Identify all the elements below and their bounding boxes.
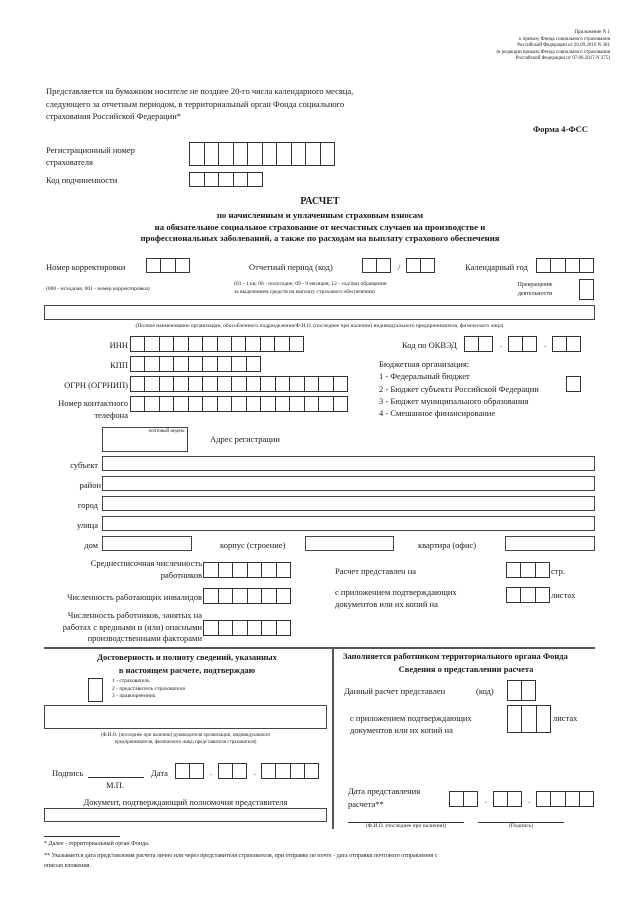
subject-field[interactable]: [102, 456, 595, 471]
input-cell[interactable]: [537, 706, 550, 732]
input-cell[interactable]: [479, 337, 492, 351]
street-field[interactable]: [102, 516, 595, 531]
input-cell[interactable]: [246, 337, 260, 351]
label-line: Среднесписочная численность: [90, 558, 202, 568]
fund-sign-hint: (Подпись): [509, 823, 533, 829]
date-separator: .: [254, 768, 256, 777]
label-line: документов или их копий на: [335, 598, 438, 609]
pages-label: Расчет представлен на: [335, 566, 417, 576]
input-cell[interactable]: [189, 397, 203, 411]
hint-line: (Ф.И.О. (последнее при наличии) руководителя организации, индивидуального: [100, 733, 271, 738]
apartment-label: квартира (офис): [418, 540, 477, 550]
input-cell[interactable]: [276, 397, 290, 411]
date-separator: .: [485, 796, 487, 805]
input-cell[interactable]: [277, 589, 291, 603]
input-cell[interactable]: [465, 337, 479, 351]
postal-index-label: почтовый индекс: [148, 429, 185, 434]
appendix-line: Российской Федерации от 26.09.2016 N 381: [517, 43, 610, 48]
stamp-label: М.П.: [106, 780, 124, 790]
input-cell[interactable]: [464, 792, 477, 806]
appendix-line: Российской Федерации от 07.06.2017 N 275): [515, 56, 610, 61]
label-line: с приложением подтверждающих: [335, 587, 457, 597]
submission-line: Представляется на бумажном носителе не позднее 20-го числа календарного месяца,: [46, 86, 354, 96]
signature-label: Подпись: [52, 768, 84, 778]
label-line: документов или их копий на: [350, 725, 453, 735]
submission-line: страхования Российской Федерации*: [46, 111, 182, 121]
city-field[interactable]: [102, 496, 595, 511]
okved-cells-1[interactable]: [464, 336, 493, 352]
input-cell[interactable]: [203, 337, 217, 351]
input-cell[interactable]: [537, 792, 551, 806]
reg-number-label: [46, 144, 135, 168]
input-cell[interactable]: [204, 589, 219, 603]
appendix-note: [350, 30, 610, 63]
input-cell[interactable]: [261, 377, 275, 391]
input-cell[interactable]: [551, 792, 565, 806]
appendix-line: к приказу Фонда социального страхования: [519, 36, 610, 42]
input-cell[interactable]: [553, 337, 567, 351]
input-cell[interactable]: [131, 377, 145, 391]
fund-attach-label: [350, 712, 472, 736]
input-cell[interactable]: [262, 764, 276, 778]
footnote: ** Указывается дата представления расчета лично или через представителя страхователя, при отправке по почте - дата отправки почтового отправления с: [44, 853, 438, 859]
input-cell[interactable]: [262, 563, 277, 577]
submission-note: [46, 85, 466, 123]
input-cell[interactable]: [218, 357, 232, 371]
confirm-role-cell[interactable]: [88, 678, 103, 702]
input-cell[interactable]: [507, 563, 521, 577]
termination-cell[interactable]: [579, 279, 594, 300]
inn-cells[interactable]: [130, 336, 304, 352]
ogrn-label: ОГРН (ОГРНИП): [64, 380, 128, 390]
fund-code-cells[interactable]: [507, 680, 536, 701]
input-cell[interactable]: [319, 397, 333, 411]
disabled-employees-label: Численность работающих инвалидов: [66, 592, 202, 602]
input-cell[interactable]: [161, 259, 175, 272]
input-cell[interactable]: [232, 377, 246, 391]
date-separator: .: [210, 768, 212, 777]
input-cell[interactable]: [263, 143, 278, 165]
confirm-title: [44, 651, 330, 677]
input-cell[interactable]: [189, 337, 203, 351]
input-cell[interactable]: [262, 621, 277, 635]
input-cell[interactable]: [363, 259, 377, 272]
attach-unit: листах: [551, 590, 576, 600]
input-cell[interactable]: [160, 337, 174, 351]
fund-subtitle: Сведения о представлении расчета: [398, 664, 534, 674]
input-cell[interactable]: [275, 337, 289, 351]
input-cell[interactable]: [421, 259, 434, 272]
input-cell[interactable]: [580, 259, 593, 272]
input-cell[interactable]: [334, 397, 347, 411]
input-cell[interactable]: [567, 337, 580, 351]
fund-code-label: (код): [476, 686, 494, 696]
budget-option: 4 - Смешанное финансирование: [379, 408, 496, 419]
input-cell[interactable]: [219, 589, 234, 603]
period-label: Отчетный период (код): [249, 262, 333, 272]
role-option: 3 - правопреемник: [112, 693, 156, 699]
input-cell[interactable]: [536, 563, 549, 577]
input-cell[interactable]: [174, 337, 188, 351]
input-cell[interactable]: [248, 563, 263, 577]
confirm-date-year-cells[interactable]: [261, 763, 319, 779]
phone-cells[interactable]: [130, 396, 348, 412]
inn-label: ИНН: [109, 340, 128, 350]
okved-separator: .: [544, 340, 546, 349]
appendix-line: Приложение N 1: [574, 30, 610, 35]
label-line: с приложением подтверждающих: [350, 713, 472, 723]
input-cell[interactable]: [319, 377, 333, 391]
input-cell[interactable]: [203, 357, 217, 371]
input-cell[interactable]: [190, 173, 205, 186]
organization-name-hint: (Полное наименование организации, обособленного подразделения/Ф.И.О. (последнее при наличии) индивидуального предпринимателя, физического лица): [135, 323, 504, 329]
input-cell[interactable]: [232, 397, 246, 411]
input-cell[interactable]: [261, 397, 275, 411]
input-cell[interactable]: [219, 621, 234, 635]
input-cell[interactable]: [334, 377, 347, 391]
confirm-role-options: [112, 678, 185, 701]
footnote: * Далее - территориальный орган Фонда.: [44, 841, 150, 847]
form-subtitle: [20, 210, 620, 245]
input-cell[interactable]: [218, 337, 232, 351]
input-cell[interactable]: [219, 764, 233, 778]
hint-line: за выделением средств на выплату страхового обеспечения): [234, 288, 375, 295]
street-label: улица: [77, 520, 98, 530]
input-cell[interactable]: [522, 706, 536, 732]
input-cell[interactable]: [234, 143, 249, 165]
input-cell[interactable]: [276, 764, 290, 778]
period-separator: /: [398, 262, 401, 272]
attach-label: [335, 587, 457, 610]
budget-option: 2 - Бюджет субъекта Российской Федерации: [379, 383, 539, 394]
input-cell[interactable]: [291, 764, 305, 778]
input-cell[interactable]: [219, 563, 234, 577]
confirm-fio-hint: [44, 733, 327, 746]
input-cell[interactable]: [248, 589, 263, 603]
input-cell[interactable]: [521, 563, 535, 577]
input-cell[interactable]: [160, 397, 174, 411]
label-line: страхователя: [46, 157, 93, 167]
input-cell[interactable]: [174, 357, 188, 371]
input-cell[interactable]: [131, 357, 145, 371]
subordination-cells[interactable]: [189, 172, 263, 187]
year-label: Календарный год: [465, 262, 528, 272]
input-cell[interactable]: [205, 143, 220, 165]
input-cell[interactable]: [145, 337, 159, 351]
input-cell[interactable]: [290, 337, 303, 351]
confirm-fio-field[interactable]: [44, 705, 327, 729]
input-cell[interactable]: [566, 259, 580, 272]
subtitle-line: профессиональных заболеваний, а также по расходам на выплату страхового обеспечения: [140, 233, 500, 243]
input-cell[interactable]: [232, 357, 246, 371]
input-cell[interactable]: [522, 681, 535, 700]
fund-date-label: [348, 785, 420, 810]
role-option: 1 - страхователь: [112, 678, 150, 684]
correction-cells[interactable]: [146, 258, 190, 273]
city-label: город: [77, 500, 98, 510]
authority-doc-label: Документ, подтверждающий полномочия представителя: [83, 797, 288, 807]
correction-hint: (000 - исходная, 001 - номер корректировки): [46, 286, 150, 292]
input-cell[interactable]: [494, 792, 508, 806]
label-line: деятельности: [517, 291, 553, 297]
title-line: в настоящем расчете, подтверждаю: [118, 665, 256, 675]
role-option: 2 - представитель страхователя: [112, 685, 185, 692]
footnotes: [44, 839, 604, 871]
avg-employees-label: [30, 558, 202, 581]
input-cell[interactable]: [89, 679, 102, 701]
input-cell[interactable]: [233, 621, 248, 635]
input-cell[interactable]: [290, 377, 304, 391]
input-cell[interactable]: [203, 377, 217, 391]
fund-attach-unit: листах: [553, 713, 578, 723]
hazard-employees-cells[interactable]: [203, 620, 291, 636]
hint-line: предпринимателя, физического лица, представителя страхователя): [114, 739, 257, 745]
reg-number-cells[interactable]: [189, 142, 335, 166]
input-cell[interactable]: [247, 377, 261, 391]
input-cell[interactable]: [508, 706, 522, 732]
input-cell[interactable]: [277, 143, 292, 165]
address-title: Адрес регистрации: [210, 434, 280, 444]
label-line: работах с вредными и (или) опасными: [62, 621, 202, 632]
label-line: телефона: [94, 410, 128, 420]
period-hint: [234, 281, 387, 296]
input-cell[interactable]: [145, 357, 159, 371]
input-cell[interactable]: [147, 259, 161, 272]
fund-date-year-cells[interactable]: [536, 791, 594, 807]
input-cell[interactable]: [305, 377, 319, 391]
pages-cells[interactable]: [506, 562, 550, 578]
budget-option: 1 - Федеральный бюджет: [379, 371, 470, 382]
footnote-divider: [44, 836, 120, 837]
organization-name-field[interactable]: [44, 305, 595, 320]
confirm-date-month-cells[interactable]: [218, 763, 247, 779]
input-cell[interactable]: [305, 397, 319, 411]
input-cell[interactable]: [176, 259, 189, 272]
input-cell[interactable]: [203, 397, 217, 411]
okved-cells-2[interactable]: [508, 336, 537, 352]
section-divider: [44, 647, 595, 649]
input-cell[interactable]: [377, 259, 390, 272]
input-cell[interactable]: [145, 377, 159, 391]
label-line: Номер контактного: [58, 398, 128, 408]
input-cell[interactable]: [305, 764, 318, 778]
district-field[interactable]: [102, 476, 595, 491]
input-cell[interactable]: [204, 621, 219, 635]
confirm-date-label: Дата: [151, 768, 168, 778]
input-cell[interactable]: [580, 280, 593, 299]
input-cell[interactable]: [219, 143, 234, 165]
subtitle-line: на обязательное социальное страхование от несчастных случаев на производстве и: [154, 221, 486, 232]
footnote: описью вложения.: [44, 863, 91, 869]
input-cell[interactable]: [261, 337, 275, 351]
avg-employees-cells[interactable]: [203, 562, 291, 578]
label-line: работников: [160, 569, 202, 580]
input-cell[interactable]: [174, 397, 188, 411]
input-cell[interactable]: [160, 377, 174, 391]
input-cell[interactable]: [551, 259, 565, 272]
input-cell[interactable]: [580, 792, 593, 806]
label-line: Дата представления: [348, 786, 421, 796]
input-cell[interactable]: [234, 173, 249, 186]
input-cell[interactable]: [566, 792, 580, 806]
authority-doc-field[interactable]: [44, 808, 327, 822]
label-line: Регистрационный номер: [46, 145, 135, 155]
input-cell[interactable]: [247, 357, 260, 371]
budget-code-cell[interactable]: [566, 376, 581, 392]
year-cells[interactable]: [536, 258, 594, 273]
title-line: Достоверность и полноту сведений, указанных: [97, 652, 277, 662]
input-cell[interactable]: [233, 589, 248, 603]
fund-date-day-cells[interactable]: [449, 791, 478, 807]
signature-line[interactable]: [88, 777, 144, 778]
confirm-date-day-cells[interactable]: [175, 763, 204, 779]
submission-line: следующего за отчетным периодом, в территориальный орган Фонда социального: [46, 98, 345, 109]
fund-submitted-label: Данный расчет представлен: [344, 686, 446, 696]
input-cell[interactable]: [233, 764, 246, 778]
fund-fio-hint: (Ф.И.О. (последнее при наличии)): [365, 823, 447, 829]
input-cell[interactable]: [219, 173, 234, 186]
budget-organization: [379, 358, 539, 419]
input-cell[interactable]: [174, 377, 188, 391]
input-cell[interactable]: [160, 357, 174, 371]
label-line: расчета**: [348, 798, 384, 809]
date-separator: .: [528, 796, 530, 805]
period-subcode-cells[interactable]: [406, 258, 435, 273]
period-cells[interactable]: [362, 258, 391, 273]
input-cell[interactable]: [537, 259, 551, 272]
input-cell[interactable]: [277, 563, 291, 577]
input-cell[interactable]: [450, 792, 464, 806]
input-cell[interactable]: [567, 377, 580, 391]
fund-attach-cells[interactable]: [507, 705, 551, 733]
okved-label: Код по ОКВЭД: [402, 340, 457, 350]
input-cell[interactable]: [407, 259, 421, 272]
input-cell[interactable]: [508, 681, 522, 700]
appendix-line: (в редакции приказа Фонда социального страхования: [496, 49, 610, 55]
input-cell[interactable]: [290, 397, 304, 411]
input-cell[interactable]: [176, 764, 190, 778]
input-cell[interactable]: [204, 563, 219, 577]
input-cell[interactable]: [292, 143, 307, 165]
fund-date-month-cells[interactable]: [493, 791, 522, 807]
kpp-label: КПП: [110, 360, 128, 370]
hazard-employees-label: [20, 610, 202, 645]
input-cell[interactable]: [247, 397, 261, 411]
input-cell[interactable]: [131, 337, 145, 351]
input-cell[interactable]: [205, 173, 220, 186]
input-cell[interactable]: [218, 377, 232, 391]
input-cell[interactable]: [145, 397, 159, 411]
input-cell[interactable]: [248, 143, 263, 165]
attach-cells[interactable]: [506, 587, 550, 603]
column-divider: [332, 647, 334, 829]
form-name: Форма 4-ФСС: [533, 124, 588, 134]
input-cell[interactable]: [276, 377, 290, 391]
budget-option: 3 - Бюджет муниципального образования: [379, 395, 529, 406]
label-line: Прекращение: [517, 282, 553, 288]
subtitle-line: по начисленным и уплаченным страховым взносам: [216, 210, 424, 220]
input-cell[interactable]: [521, 588, 535, 602]
input-cell[interactable]: [189, 377, 203, 391]
pages-unit: стр.: [551, 566, 565, 576]
input-cell[interactable]: [508, 792, 521, 806]
disabled-employees-cells[interactable]: [203, 588, 291, 604]
ogrn-cells[interactable]: [130, 376, 348, 392]
input-cell[interactable]: [189, 357, 203, 371]
input-cell[interactable]: [536, 588, 549, 602]
termination-label: [500, 281, 570, 299]
input-cell[interactable]: [232, 337, 246, 351]
okved-separator: .: [500, 340, 502, 349]
building-label: корпус (строение): [220, 540, 286, 550]
kpp-cells[interactable]: [130, 356, 261, 372]
input-cell[interactable]: [248, 621, 263, 635]
subordination-label: Код подчиненности: [46, 175, 118, 185]
okved-cells-3[interactable]: [552, 336, 581, 352]
input-cell[interactable]: [218, 397, 232, 411]
house-label: дом: [84, 540, 98, 550]
phone-label: [20, 397, 128, 421]
postal-index-field[interactable]: [102, 427, 188, 452]
input-cell[interactable]: [248, 173, 262, 186]
budget-title: Бюджетная организация:: [379, 359, 470, 369]
form-title: РАСЧЕТ: [300, 196, 340, 207]
input-cell[interactable]: [190, 764, 203, 778]
fund-title: Заполняется работником территориального органа Фонда: [343, 651, 568, 661]
input-cell[interactable]: [523, 337, 536, 351]
building-field[interactable]: [305, 536, 394, 551]
input-cell[interactable]: [509, 337, 523, 351]
input-cell[interactable]: [507, 588, 521, 602]
input-cell[interactable]: [262, 589, 277, 603]
house-field[interactable]: [102, 536, 192, 551]
input-cell[interactable]: [190, 143, 205, 165]
apartment-field[interactable]: [505, 536, 595, 551]
correction-label: Номер корректировки: [46, 262, 126, 272]
label-line: Численность работников, занятых на: [67, 610, 202, 620]
input-cell[interactable]: [306, 143, 321, 165]
hint-line: (03 - 1 кв; 06 - полугодие; 09 - 9 месяцев; 12 - год/при обращении: [234, 281, 387, 287]
subject-label: субъект: [70, 460, 98, 470]
input-cell[interactable]: [321, 143, 335, 165]
input-cell[interactable]: [277, 621, 291, 635]
input-cell[interactable]: [131, 397, 145, 411]
district-label: район: [79, 480, 101, 490]
label-line: производственными факторами: [87, 633, 202, 643]
input-cell[interactable]: [233, 563, 248, 577]
